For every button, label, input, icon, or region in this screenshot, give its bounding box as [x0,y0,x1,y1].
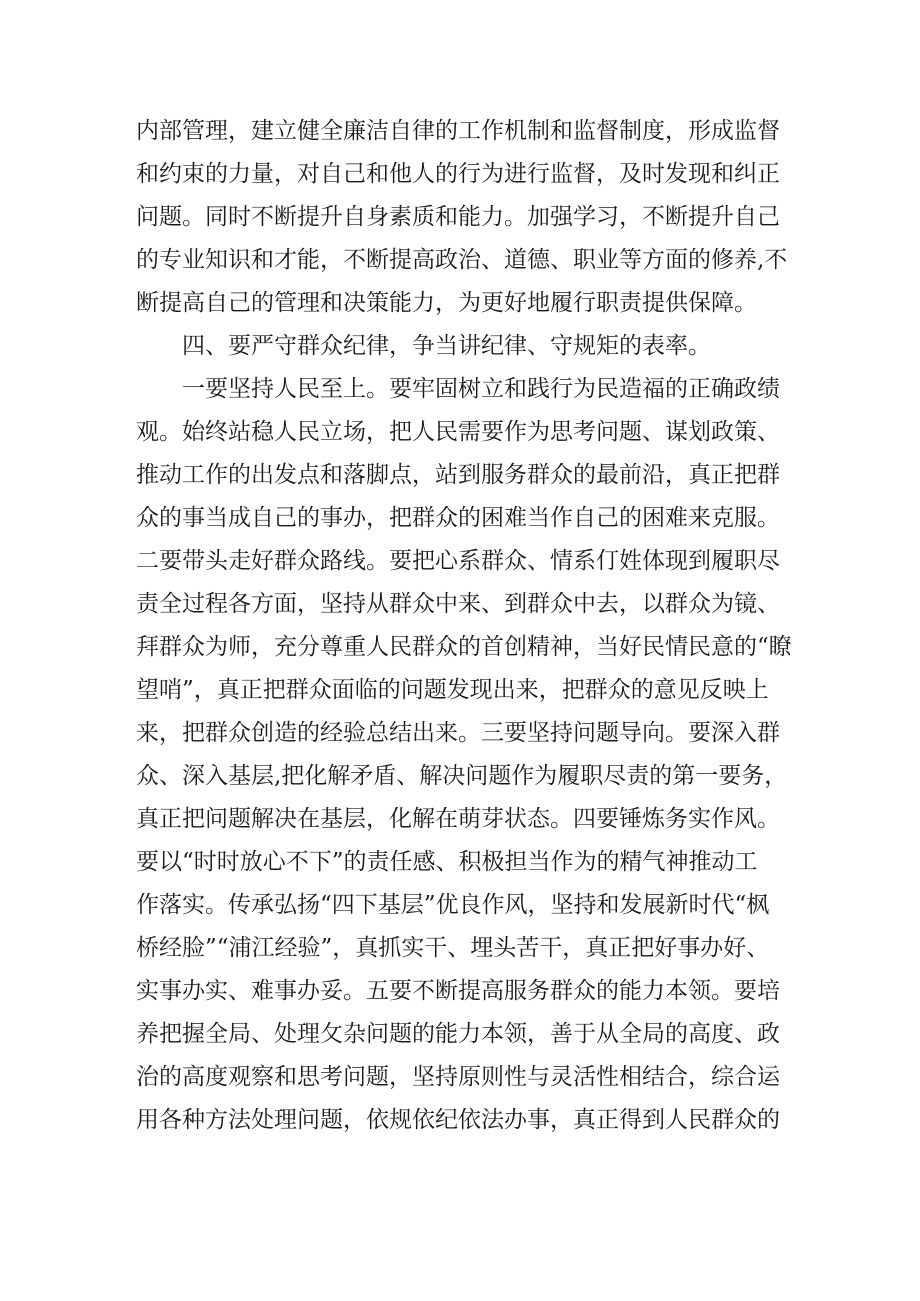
text-line: 内部管理，建立健全廉洁自律的工作机制和监督制度，形成监督 [136,118,780,144]
text-line: 用各种方法处理问题，依规依纪依法办事，真正得到人民群众的 [136,1107,780,1133]
section-heading: 四、要严守群众纪律，争当讲纪律、守规矩的表率。 [182,333,711,359]
text-line: 治的高度观察和思考问题，坚持原则性与灵活性相结合，综合运 [136,1064,780,1090]
text-line: 和约束的力量，对自己和他人的行为进行监督，及时发现和纠正 [136,161,780,187]
text-line: 的专业知识和才能，不断提高政治、道德、职业等方面的修养,不 [136,247,788,273]
text-line: 问题。同时不断提升自身素质和能力。加强学习，不断提升自己 [136,204,780,230]
text-line: 二要带头走好群众路线。要把心系群众、情系仃姓体现到履职尽 [136,548,780,574]
text-line: 观。始终站稳人民立场，把人民需要作为思考问题、谋划政策、 [136,419,780,445]
text-line: 真正把问题解决在基层，化解在萌芽状态。四要锤炼务实作风。 [136,806,780,832]
text-line: 责全过程各方面，坚持从群众中来、到群众中去，以群众为镜、 [136,591,780,617]
text-line: 桥经脸”“浦江经验”，真抓实干、埋头苦干，真正把好事办好、 [136,935,770,961]
text-line: 一要坚持人民至上。要牢固树立和践行为民造福的正确政绩 [182,376,780,402]
text-line: 养把握全局、处理攵杂问题的能力本领，善于从全局的高度、政 [136,1021,780,1047]
text-line: 来，把群众创造的经验总结出来。三要坚持问题导向。要深入群 [136,720,780,746]
text-line: 要以“时时放心不下”的责任感、积极担当作为的精气神推动工 [136,849,758,875]
text-line: 实事办实、难事办妥。五要不断提高服务群众的能力本领。要培 [136,978,780,1004]
text-line: 众的事当成自己的事办，把群众的困难当作自己的困难来克服。 [136,505,780,531]
document-body [136,110,796,1142]
text-line: 作落实。传承弘扬“四下基层”优良作风，坚持和发展新时代“枫 [136,892,770,918]
text-line: 拜群众为师，充分尊重人民群众的首创精神，当好民情民意的“瞭 [136,634,792,660]
text-line: 断提高自己的管理和决策能力，为更好地履行职责提供保障。 [136,290,757,316]
text-line: 望哨”，真正把群众面临的问题发现出来，把群众的意见反映上 [136,677,769,703]
text-line: 推动工作的出发点和落脚点，站到服务群众的最前沿，真正把群 [136,462,780,488]
text-line: 众、深入基层,把化解矛盾、解决问题作为履职尽责的第一要务， [136,763,788,789]
